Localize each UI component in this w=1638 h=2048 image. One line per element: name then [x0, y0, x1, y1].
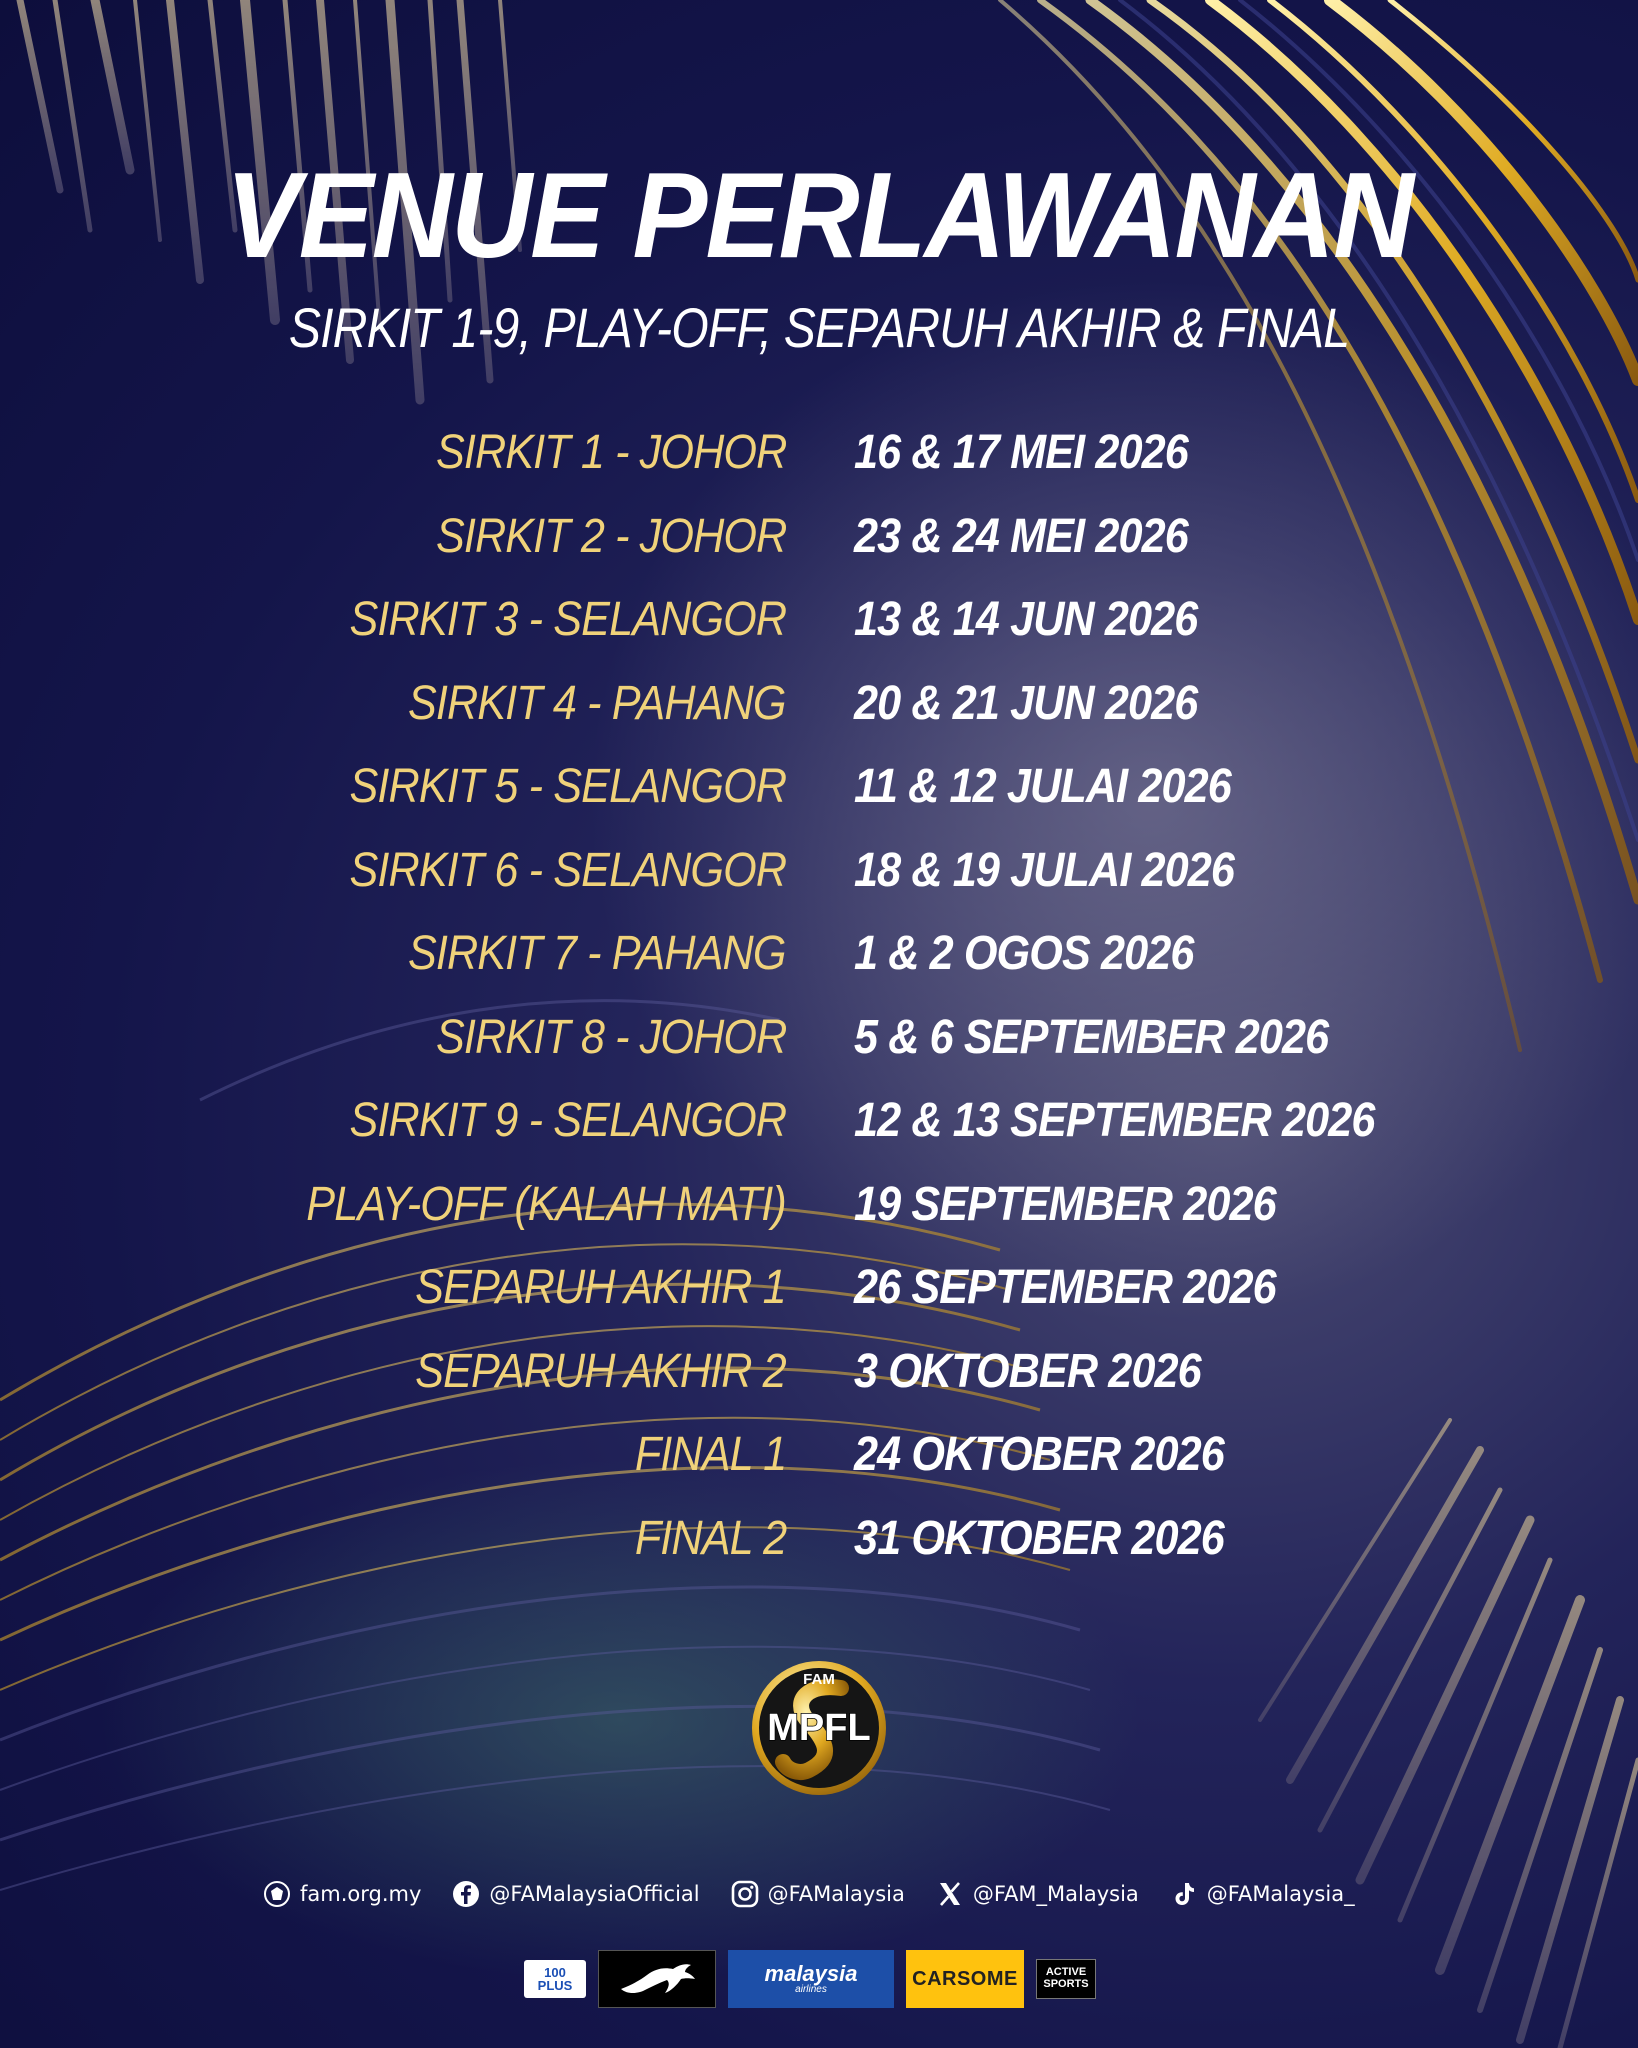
venue-label: SIRKIT 4 - PAHANG	[408, 676, 786, 730]
venue-label: FINAL 2	[634, 1511, 786, 1565]
venue-label: SIRKIT 5 - SELANGOR	[349, 760, 786, 813]
venue-label: SIRKIT 1 - JOHOR	[435, 426, 786, 479]
malaysia-airlines-logo: malaysia airlines	[728, 1950, 894, 2008]
schedule-row	[0, 1511, 1638, 1595]
instagram-label: @FAMalaysia	[767, 1882, 905, 1906]
page-subtitle: SIRKIT 1-9, PLAY-OFF, SEPARUH AKHIR & FINAL	[288, 296, 1350, 359]
facebook-label: @FAMalaysiaOfficial	[489, 1882, 700, 1906]
schedule-row	[0, 759, 1638, 843]
schedule-row	[0, 1010, 1638, 1094]
x-link[interactable]	[935, 1879, 1139, 1909]
mpfl-logo	[749, 1658, 889, 1798]
schedule-row	[0, 676, 1638, 760]
page-title: VENUE PERLAWANAN	[225, 147, 1413, 283]
active-sports-logo: ACTIVE SPORTS	[1036, 1959, 1096, 1999]
venue-label: SIRKIT 3 - SELANGOR	[349, 593, 786, 646]
venue-label: SIRKIT 8 - JOHOR	[435, 1010, 786, 1064]
date-label: 12 & 13 SEPTEMBER 2026	[854, 1094, 1375, 1147]
date-label: 13 & 14 JUN 2026	[854, 593, 1198, 646]
x-icon	[935, 1879, 965, 1909]
date-label: 23 & 24 MEI 2026	[854, 509, 1188, 563]
venue-label: PLAY-OFF (KALAH MATI)	[306, 1177, 786, 1231]
social-links	[262, 1874, 1355, 1914]
facebook-icon	[451, 1879, 481, 1909]
logo-main-text: MPFL	[767, 1707, 871, 1749]
schedule-row	[0, 843, 1638, 927]
fam-crest-icon	[262, 1879, 292, 1909]
date-label: 19 SEPTEMBER 2026	[854, 1177, 1276, 1231]
x-label: @FAM_Malaysia	[972, 1882, 1139, 1906]
schedule-row	[0, 926, 1638, 1010]
schedule-list	[0, 425, 1638, 1594]
website-link[interactable]	[262, 1879, 421, 1909]
date-label: 16 & 17 MEI 2026	[854, 426, 1188, 479]
tiktok-label: @FAMalaysia_	[1206, 1882, 1355, 1906]
schedule-row	[0, 509, 1638, 593]
schedule-row	[0, 1177, 1638, 1261]
venue-label: SEPARUH AKHIR 1	[415, 1261, 786, 1314]
venue-label: SIRKIT 7 - PAHANG	[408, 927, 786, 980]
schedule-row	[0, 592, 1638, 676]
date-label: 18 & 19 JULAI 2026	[854, 843, 1235, 897]
sponsor-logos	[524, 1949, 1096, 2009]
venue-label: FINAL 1	[634, 1428, 786, 1481]
date-label: 20 & 21 JUN 2026	[854, 676, 1198, 730]
instagram-icon	[730, 1879, 760, 1909]
date-label: 3 OKTOBER 2026	[854, 1344, 1201, 1398]
schedule-row	[0, 1260, 1638, 1344]
facebook-link[interactable]	[451, 1879, 699, 1909]
date-label: 31 OKTOBER 2026	[854, 1511, 1224, 1565]
date-label: 26 SEPTEMBER 2026	[854, 1261, 1276, 1314]
date-label: 1 & 2 OGOS 2026	[854, 927, 1194, 980]
logo-top-text: FAM	[803, 1671, 835, 1688]
schedule-row	[0, 425, 1638, 509]
date-label: 11 & 12 JULAI 2026	[854, 760, 1231, 813]
venue-label: SIRKIT 6 - SELANGOR	[349, 843, 786, 897]
100plus-logo: 100 PLUS	[524, 1960, 586, 1998]
tiktok-link[interactable]	[1169, 1879, 1355, 1909]
venue-label: SEPARUH AKHIR 2	[415, 1344, 786, 1398]
puma-logo	[598, 1950, 716, 2008]
date-label: 5 & 6 SEPTEMBER 2026	[854, 1010, 1329, 1064]
website-label: fam.org.my	[300, 1882, 422, 1906]
puma-cat-icon	[615, 1959, 699, 1999]
schedule-row	[0, 1344, 1638, 1428]
carsome-logo: CARSOME	[906, 1950, 1024, 2008]
schedule-row	[0, 1427, 1638, 1511]
date-label: 24 OKTOBER 2026	[854, 1428, 1224, 1481]
tiktok-icon	[1169, 1879, 1199, 1909]
venue-label: SIRKIT 9 - SELANGOR	[349, 1094, 786, 1147]
schedule-row	[0, 1093, 1638, 1177]
venue-label: SIRKIT 2 - JOHOR	[435, 509, 786, 563]
instagram-link[interactable]	[730, 1879, 905, 1909]
